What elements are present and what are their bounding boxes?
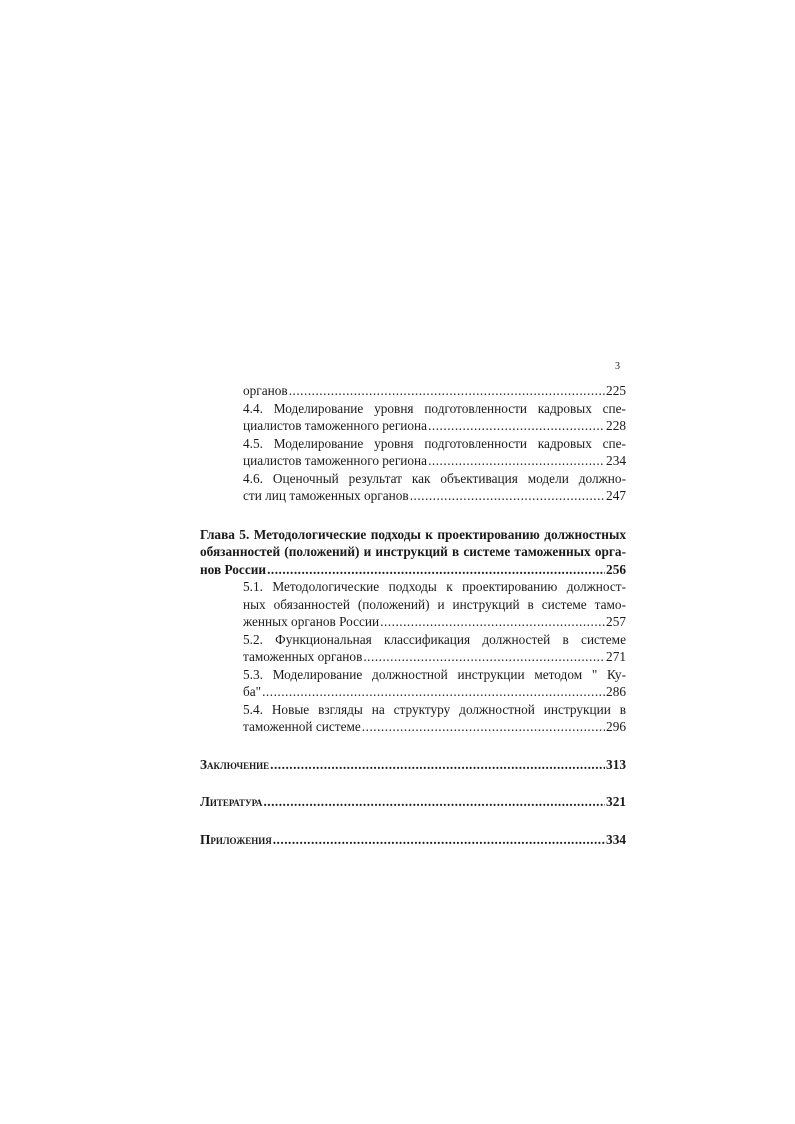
toc-entry-5-3 <box>243 666 626 701</box>
toc-entry-text: сти лиц таможенных органов <box>243 488 409 503</box>
toc-entry-appendices <box>200 831 626 849</box>
leader-dots <box>410 487 605 505</box>
leader-dots <box>270 756 605 774</box>
toc-entry-text: таможенной системе <box>243 719 361 734</box>
toc-page-ref: 313 <box>606 756 626 772</box>
leader-dots <box>380 613 605 631</box>
toc-entry-text: Приложения <box>200 831 272 847</box>
toc-entry-title: 5.1. Методологические подходы к проектированию должност- <box>243 579 626 594</box>
leader-dots <box>363 648 605 666</box>
leader-dots <box>262 683 605 701</box>
leader-dots <box>263 793 605 811</box>
toc-page-ref: 228 <box>606 418 626 433</box>
toc-entry-4-5 <box>243 435 626 470</box>
table-of-contents <box>200 382 626 848</box>
toc-entry-title: 4.6. Оценочный результат как объективация модели должно- <box>243 470 626 486</box>
toc-entry-title: ных обязанностей (положений) и инструкций в системе тамо- <box>243 596 626 612</box>
toc-entry-5-1 <box>243 578 626 631</box>
toc-page-ref: 234 <box>606 453 626 468</box>
toc-entry-4-4 <box>243 400 626 435</box>
leader-dots <box>267 561 605 579</box>
toc-page-ref: 257 <box>606 614 626 629</box>
toc-entry-text: Литература <box>200 794 263 809</box>
toc-page-ref: 256 <box>606 561 626 577</box>
toc-page-ref: 334 <box>606 831 626 847</box>
toc-page-ref: 271 <box>606 649 626 664</box>
toc-entry-text: ба" <box>243 684 262 699</box>
toc-entry-literature <box>200 793 626 811</box>
toc-entry-text: женных органов России <box>243 614 380 629</box>
leader-dots <box>362 718 605 736</box>
toc-entry-4-3-tail <box>243 382 626 400</box>
toc-chapter-5 <box>200 526 626 736</box>
leader-dots <box>273 831 605 849</box>
toc-page-ref: 296 <box>606 719 626 734</box>
toc-page-ref: 247 <box>606 488 626 503</box>
toc-entry-text: циалистов таможенного региона <box>243 453 428 468</box>
leader-dots <box>428 417 605 435</box>
toc-entry-title: 4.4. Моделирование уровня подготовленности кадровых спе- <box>243 400 626 416</box>
toc-entry-text: таможенных органов <box>243 649 363 664</box>
toc-entry-title: 5.3. Моделирование должностной инструкции методом " Ку- <box>243 666 626 682</box>
toc-page-ref: 225 <box>606 383 626 398</box>
toc-entry-title: 4.5. Моделирование уровня подготовленности кадровых спе- <box>243 435 626 451</box>
toc-entry-text: циалистов таможенного региона <box>243 418 428 433</box>
toc-entry-title: 5.2. Функциональная классификация должностей в системе <box>243 631 626 647</box>
toc-page-ref: 286 <box>606 684 626 699</box>
toc-entry-5-2 <box>243 631 626 666</box>
toc-entry-text: органов <box>243 383 288 398</box>
toc-entry-title: 5.4. Новые взгляды на структуру должностной инструкции в <box>243 701 626 717</box>
toc-entry-5-4 <box>243 701 626 736</box>
leader-dots <box>428 452 605 470</box>
chapter-title-line: нов России <box>200 561 267 577</box>
leader-dots <box>289 382 605 400</box>
toc-page-ref: 321 <box>606 794 626 809</box>
toc-entry-text: Заключение <box>200 756 270 772</box>
page-number: 3 <box>615 361 620 372</box>
toc-entry-conclusion <box>200 756 626 774</box>
toc-entry-4-6 <box>243 470 626 505</box>
chapter-title-line: обязанностей (положений) и инструкций в системе таможенных орга- <box>200 544 626 559</box>
chapter-title-line: Глава 5. Методологические подходы к проектированию должностных <box>200 526 626 542</box>
